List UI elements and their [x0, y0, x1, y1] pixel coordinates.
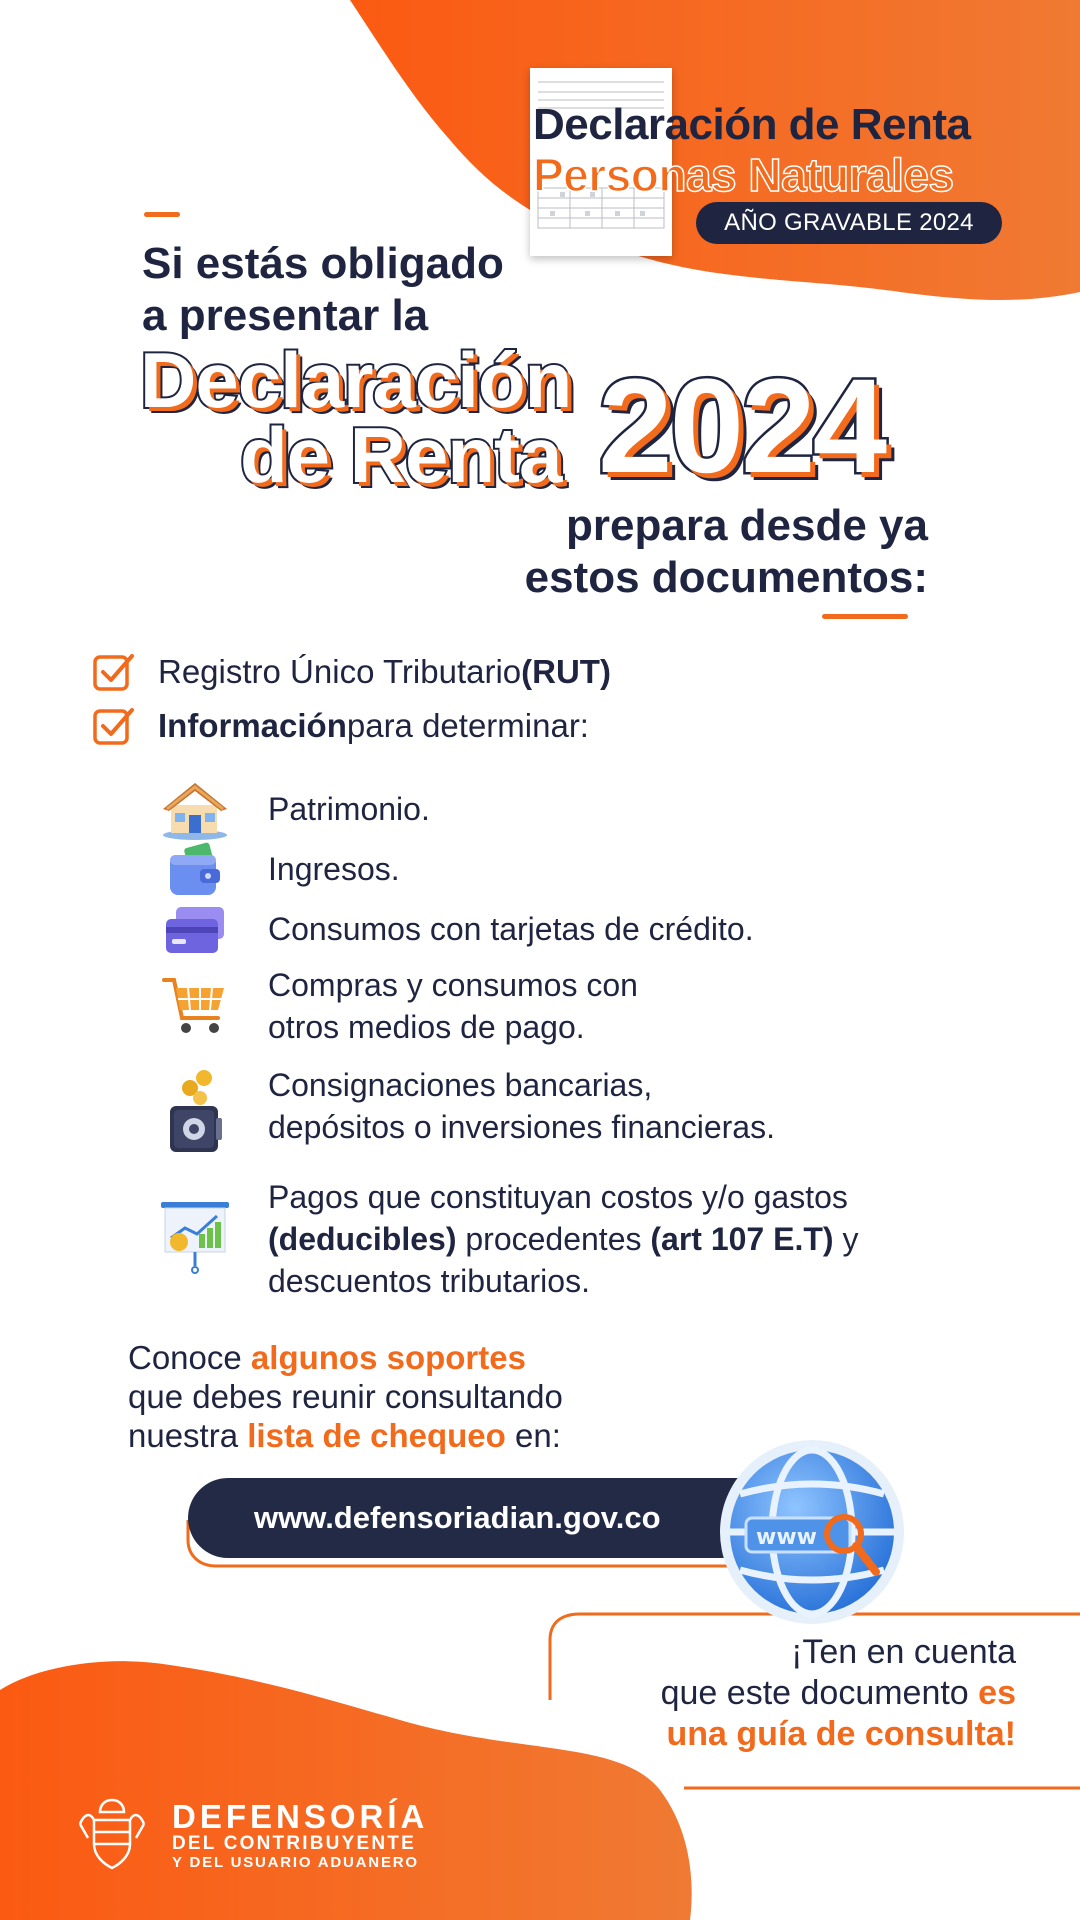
list-item-tarjetas — [155, 896, 754, 966]
header-subtitle: Personas Naturales — [533, 149, 954, 201]
item-text: Ingresos. — [268, 851, 400, 887]
checkbox-checked-icon — [92, 706, 136, 746]
checklist-item-info: Información para determinar: — [92, 706, 589, 746]
big-year: 2024 — [598, 352, 885, 501]
defensoria-logo: DEFENSORÍA DEL CONTRIBUYENTE Y DEL USUARIO ADUANERO — [172, 1798, 429, 1871]
list-item-pagos — [155, 1179, 859, 1299]
list-item-patrimonio — [155, 774, 430, 844]
list-item-consignaciones — [155, 1067, 775, 1158]
website-link[interactable]: www.defensoriadian.gov.co — [188, 1478, 748, 1558]
globe-www-label: www — [756, 1525, 817, 1550]
item-text: Consignaciones bancarias, depósitos o inversiones financieras. — [268, 1067, 775, 1145]
conoce-text: Conoce algunos soportes que debes reunir consultando nuestra lista de chequeo en: — [128, 1339, 563, 1454]
list-item-compras — [155, 967, 638, 1045]
big-title-line1: Declaración — [140, 336, 572, 424]
prepara-text: prepara desde ya estos documentos: — [524, 501, 928, 602]
guide-note: ¡Ten en cuenta que este documento es una guía de consulta! — [660, 1633, 1016, 1753]
presentation-board-icon — [155, 1200, 235, 1276]
house-icon — [155, 774, 235, 844]
checkbox-checked-icon — [92, 652, 136, 692]
header-title: Declaración de Renta — [533, 100, 971, 149]
coat-of-arms-icon — [74, 1794, 150, 1874]
big-title-line2: de Renta — [240, 411, 562, 499]
year-badge: AÑO GRAVABLE 2024 — [696, 202, 1002, 244]
item-text: Consumos con tarjetas de crédito. — [268, 911, 754, 947]
shopping-cart-icon — [155, 970, 235, 1040]
accent-dash-right — [822, 614, 908, 619]
safe-coins-icon — [155, 1068, 235, 1158]
lead-text: Si estás obligado a presentar la — [142, 239, 504, 340]
item-text: Patrimonio. — [268, 791, 430, 827]
credit-card-icon — [155, 896, 235, 966]
item-text: Pagos que constituyan costos y/o gastos (deducibles) procedentes (art 107 E.T) y descuentos tributarios. — [268, 1179, 859, 1299]
globe-search-icon — [716, 1434, 912, 1630]
accent-dash-top — [144, 212, 180, 217]
checklist-item-rut: Registro Único Tributario (RUT) — [92, 652, 611, 692]
item-text: Compras y consumos con otros medios de pago. — [268, 967, 638, 1045]
